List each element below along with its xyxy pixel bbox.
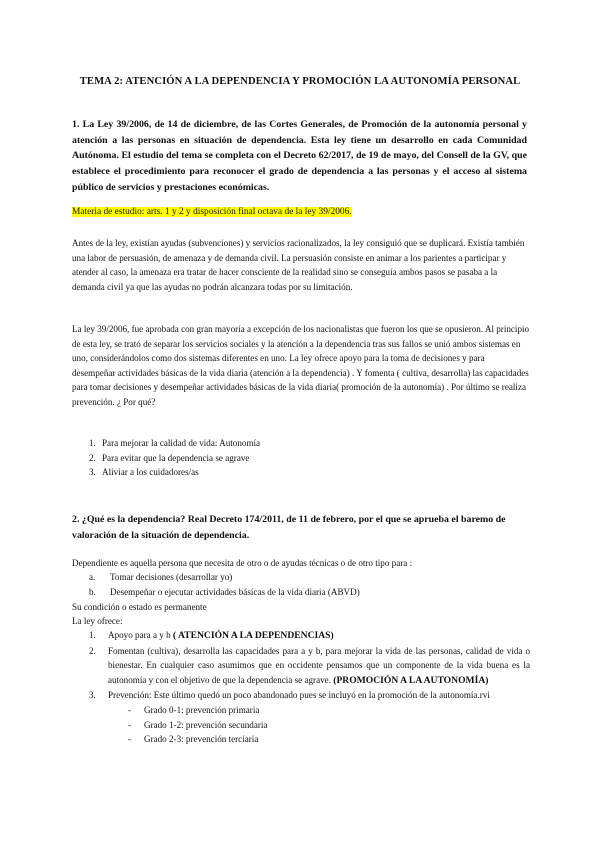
- list-number: 3.: [89, 690, 96, 701]
- list-text: Para mejorar la calidad de vida: Autonomía: [102, 438, 261, 448]
- grade-item: [72, 718, 530, 733]
- dependency-definition: Dependiente es aquella persona que necesita de otro o de ayudas técnicas o de otro tipo para :: [72, 558, 413, 568]
- list-item: [72, 628, 530, 644]
- list-text: Para evitar que la dependencia se agrave: [102, 452, 250, 463]
- list-item: [72, 585, 360, 600]
- page-title: TEMA 2: ATENCIÓN A LA DEPENDENCIA Y PROMOCIÓN LA AUTONOMÍA PERSONAL: [79, 76, 521, 87]
- highlight-text: Materia de estudio: arts. 1 y 2 y disposición final octava de la ley 39/2006.: [72, 207, 352, 217]
- grade-text: Grado 2-3: prevención terciaria: [144, 734, 259, 745]
- list-text: Aliviar a los cuidadores/as: [102, 467, 199, 478]
- list-text: Tomar decisiones (desarrollar yo): [110, 572, 233, 582]
- list-tag: ( ATENCIÓN A LA DEPENDENCIAS): [172, 630, 334, 641]
- list-text: Desempeñar o ejecutar actividades básicas de la vida diaria (ABVD): [110, 586, 360, 597]
- highlighted-note: [72, 206, 352, 219]
- list-item: [72, 570, 360, 585]
- list-letter: a.: [89, 572, 96, 582]
- list-number: 1.: [89, 438, 96, 448]
- list-item: [72, 644, 530, 689]
- dash: -: [128, 719, 132, 730]
- list-text: Prevención: Este último quedó un poco abandonado pues se incluyó en la promoción de la autonomía.rvi: [108, 690, 490, 701]
- grade-text: Grado 1-2: prevención secundaria: [144, 719, 268, 730]
- list-item: [72, 465, 260, 480]
- list-number: 2.: [89, 452, 96, 463]
- section2-heading: 2. ¿Qué es la dependencia? Real Decreto 174/2011, de 11 de febrero, por el que se aprueba el baremo de valoración de la situación de dependencia.: [72, 514, 506, 541]
- needs-list: [72, 570, 360, 599]
- list-tag: (PROMOCIÓN A LA AUTONOMÍA): [333, 674, 489, 686]
- grade-item: [72, 732, 530, 747]
- law-offers-list: [72, 628, 530, 747]
- law-offers-label: La ley ofrece:: [72, 616, 123, 626]
- paragraph-law-approval: La ley 39/2006, fue aprobada con gran mayoría a excepción de los nacionalistas que fueron los que se opusieron. Al principio de esta ley, se trató de separar los servicios sociales y la atención a la dependencia tras sus fallos se unió ambos sistemas en uno, considerándolos como dos sistemas diferentes en uno. La ley ofrece apoyo para la toma de decisiones y para desempeñar actividades básicas de la vida diaria (atención a la dependencia) . Y fomenta ( cultiva, desarrolla) las capacidades para tomar decisiones y desempeñar actividades básicas de la vida diaria( promoción de la autonomía) . Por último se realiza prevención. ¿ Por qué?: [72, 324, 530, 407]
- list-number: 3.: [89, 467, 96, 478]
- list-text: Fomentan (cultiva), desarrolla las capacidades para a y b, para mejorar la vida de las personas, calidad de vida o bienestar. En cualquier caso asumimos que en occidente pensamos que un componente de la vida buena es la autonomía y con el objetivo de que la dependencia se agrave.: [108, 645, 530, 685]
- reasons-list: [72, 436, 260, 480]
- list-text: Apoyo para a y b: [108, 630, 173, 640]
- list-item: [72, 688, 530, 703]
- list-number: 1.: [89, 630, 96, 640]
- list-item: [72, 451, 260, 466]
- list-item: [72, 436, 260, 451]
- condition-text: Su condición o estado es permanente: [72, 602, 207, 612]
- grade-item: [72, 703, 530, 718]
- section1-heading: 1. La Ley 39/2006, de 14 de diciembre, de las Cortes Generales, de Promoción de la autonomía personal y atención a las personas en situación de dependencia. Esta ley tiene un desarrollo en cada Comunidad Autónoma. El estudio del tema se completa con el Decreto 62/2017, de 19 de mayo, del Consell de la GV, que establece el procedimiento para reconocer el grado de dependencia a las personas y el acceso al sistema público de servicios y prestaciones económicas.: [72, 119, 527, 193]
- list-number: 2.: [89, 645, 96, 656]
- dash: -: [128, 734, 132, 745]
- grade-text: Grado 0-1: prevención primaria: [144, 704, 260, 715]
- list-letter: b.: [89, 586, 96, 597]
- dash: -: [128, 704, 132, 715]
- paragraph-before-law: Antes de la ley, existían ayudas (subvenciones) y servicios racionalizados, la ley consiguió que se duplicará. Existía también una labor de persuasión, de amenaza y de demanda civil. La persuasión consiste en animar a los parientes a participar y atender al caso, la amenaza era tratar de hacer consciente de la realidad sino se conseguía ambos pasos se pasaba a la demanda civil ya que las ayudas no podrán alcanzara todas por su limitación.: [72, 238, 525, 292]
